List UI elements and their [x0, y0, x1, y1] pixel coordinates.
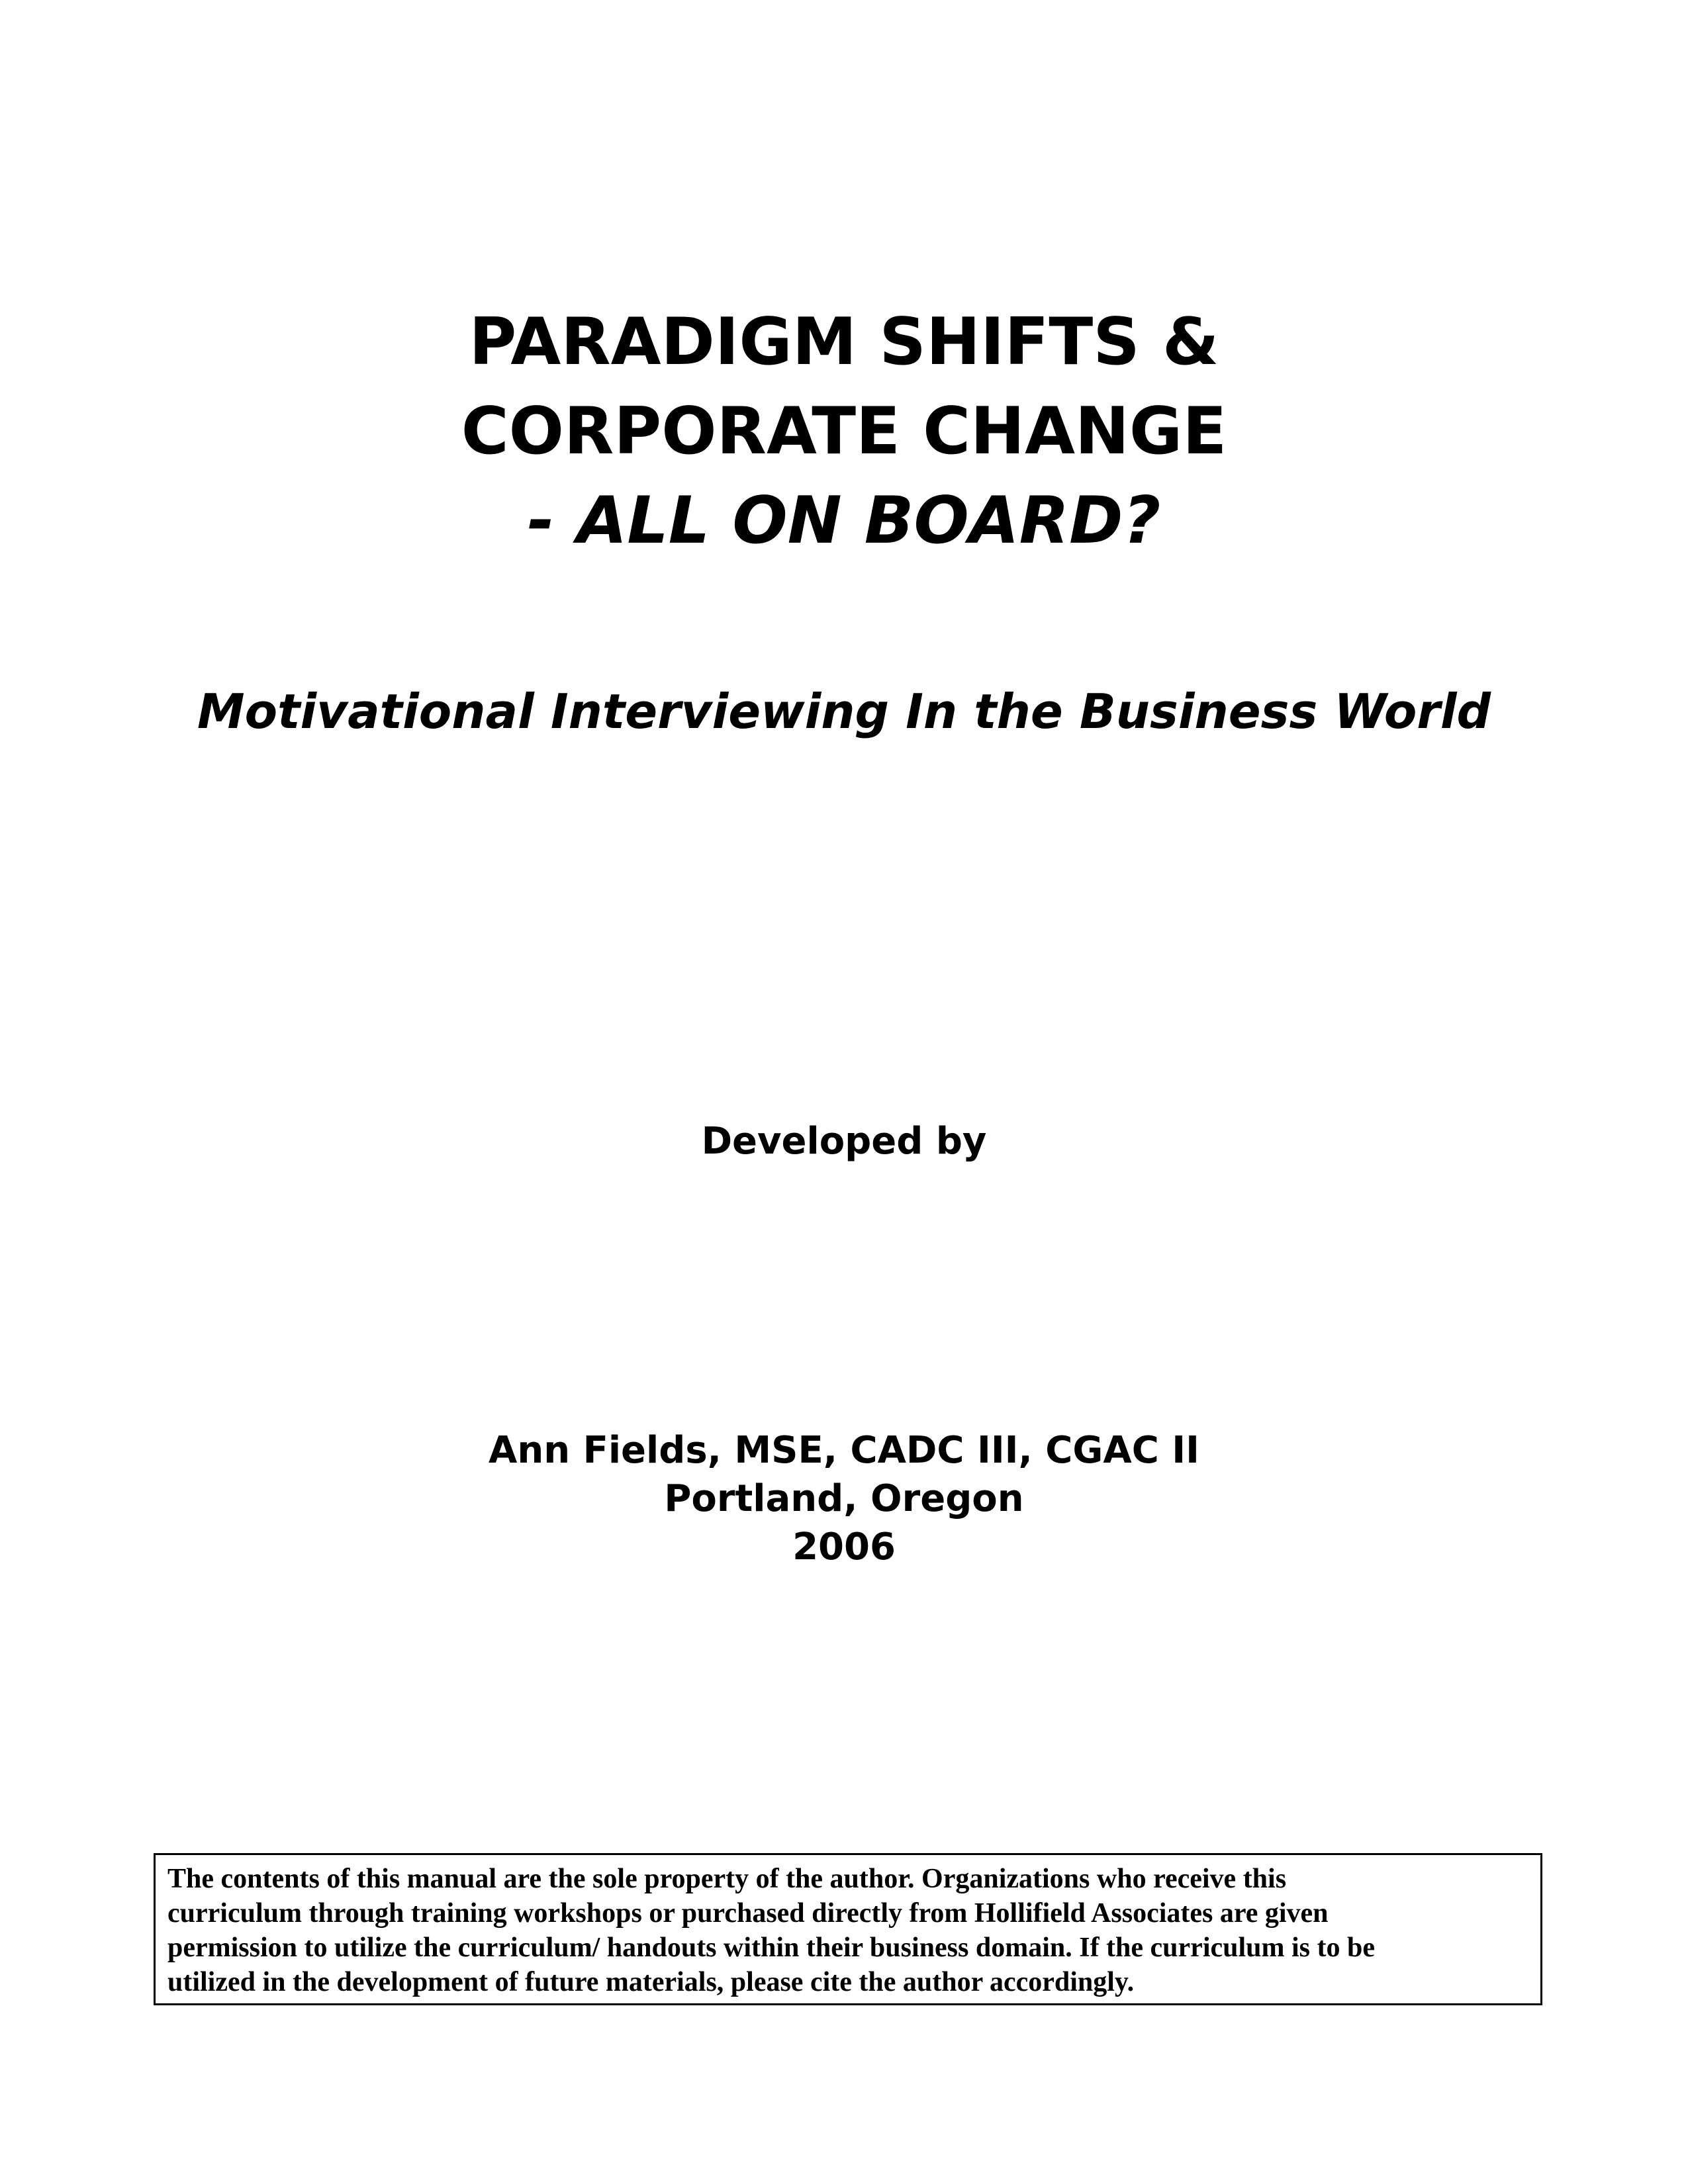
author-location: Portland, Oregon	[664, 1477, 1024, 1520]
developed-by-label: Developed by	[701, 1120, 987, 1163]
title-line-2: CORPORATE CHANGE	[461, 394, 1227, 469]
author-block	[0, 1426, 1688, 1571]
notice-line-2: curriculum through training workshops or purchased directly from Hollifield Associates are given	[167, 1898, 1329, 1929]
publication-year: 2006	[792, 1525, 896, 1569]
author-name: Ann Fields, MSE, CADC III, CGAC II	[489, 1429, 1199, 1472]
title-line-3: - ALL ON BOARD?	[527, 483, 1161, 559]
notice-line-3: permission to utilize the curriculum/ handouts within their business domain. If the curriculum is to be	[167, 1933, 1376, 1963]
notice-line-1: The contents of this manual are the sole property of the author. Organizations who receive this	[167, 1864, 1287, 1894]
document-title	[0, 298, 1688, 566]
notice-line-4: utilized in the development of future materials, please cite the author accordingly.	[167, 1967, 1135, 1997]
title-line-1: PARADIGM SHIFTS &	[469, 304, 1219, 380]
copyright-notice-box	[154, 1853, 1542, 2005]
document-subtitle: Motivational Interviewing In the Business World	[197, 684, 1491, 739]
